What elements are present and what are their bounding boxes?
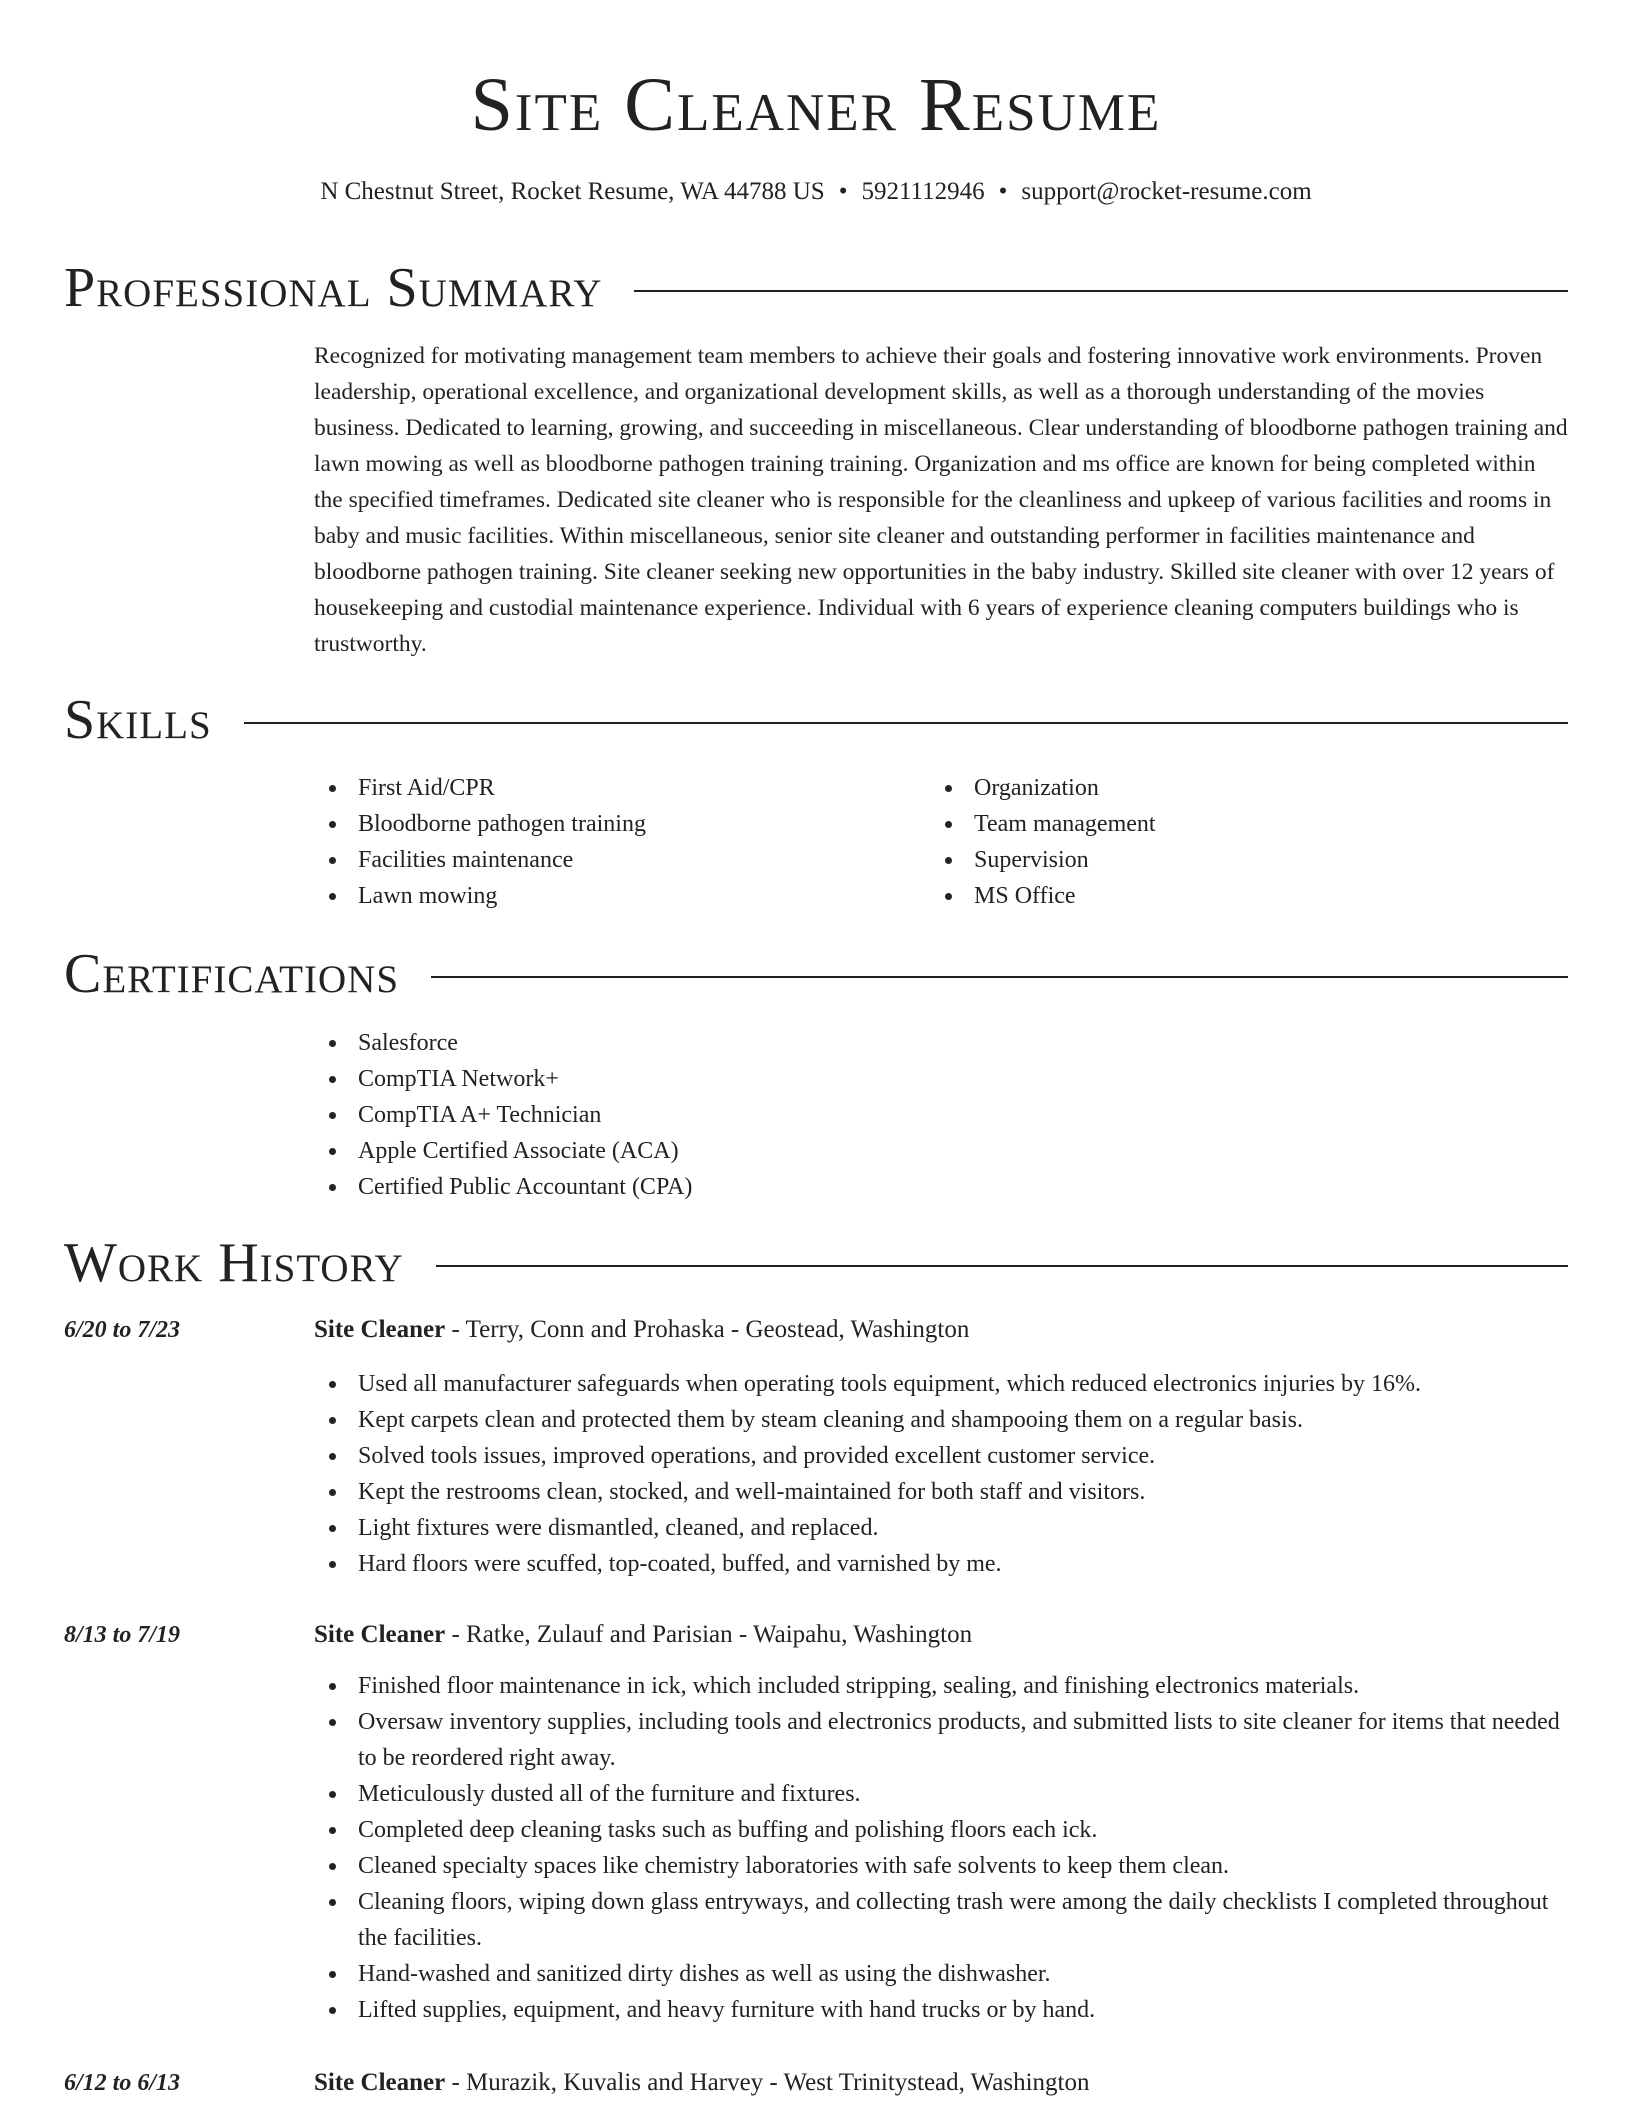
section-title: Certifications <box>64 943 400 1005</box>
skills-list-right <box>930 770 1530 914</box>
skill-item: Facilities maintenance <box>314 842 914 878</box>
job-duty: Completed deep cleaning tasks such as buffing and polishing floors each ick. <box>314 1812 1568 1848</box>
job-employer: - Ratke, Zulauf and Parisian - Waipahu, Washington <box>445 1621 973 1648</box>
section-rule <box>431 976 1568 978</box>
work-history-section-header <box>64 1233 1568 1293</box>
email-link[interactable]: support@rocket-resume.com <box>1021 178 1312 205</box>
job-employer: - Terry, Conn and Prohaska - Geostead, Washington <box>445 1316 970 1343</box>
summary-section-header <box>64 258 1568 318</box>
certification-item: Certified Public Accountant (CPA) <box>314 1169 1214 1205</box>
skill-item: Supervision <box>930 842 1530 878</box>
certifications-list <box>314 1025 1214 1205</box>
job-duty: Used all manufacturer safeguards when operating tools equipment, which reduced electronics injuries by 16%. <box>314 1366 1568 1402</box>
address: N Chestnut Street, Rocket Resume, WA 44788 US <box>320 178 825 205</box>
certification-item: CompTIA Network+ <box>314 1061 1214 1097</box>
job-duties-list <box>314 1366 1568 1582</box>
section-rule <box>634 290 1568 292</box>
skill-item: Lawn mowing <box>314 878 914 914</box>
contact-line <box>0 176 1632 208</box>
job-heading <box>314 1617 1568 1653</box>
job-title: Site Cleaner <box>314 2069 446 2096</box>
job-duty: Solved tools issues, improved operations, and provided excellent customer service. <box>314 1438 1568 1474</box>
certification-item: CompTIA A+ Technician <box>314 1097 1214 1133</box>
job-employer: - Murazik, Kuvalis and Harvey - West Trinitystead, Washington <box>445 2069 1090 2096</box>
skill-item: Team management <box>930 806 1530 842</box>
job-duty: Cleaned specialty spaces like chemistry laboratories with safe solvents to keep them clean. <box>314 1848 1568 1884</box>
job-duty: Finished floor maintenance in ick, which included stripping, sealing, and finishing electronics materials. <box>314 1668 1568 1704</box>
job-dates: 6/20 to 7/23 <box>64 1317 181 1343</box>
section-title: Work History <box>64 1232 404 1294</box>
skill-item: First Aid/CPR <box>314 770 914 806</box>
job-title: Site Cleaner <box>314 1316 446 1343</box>
separator-dot: • <box>838 178 848 205</box>
job-duty: Kept carpets clean and protected them by steam cleaning and shampooing them on a regular basis. <box>314 1402 1568 1438</box>
job-duty: Lifted supplies, equipment, and heavy furniture with hand trucks or by hand. <box>314 1992 1568 2028</box>
certification-item: Salesforce <box>314 1025 1214 1061</box>
job-title: Site Cleaner <box>314 1621 446 1648</box>
job-heading <box>314 1312 1568 1348</box>
skill-item: MS Office <box>930 878 1530 914</box>
skill-item: Bloodborne pathogen training <box>314 806 914 842</box>
job-heading <box>314 2065 1568 2101</box>
job-duty: Kept the restrooms clean, stocked, and well-maintained for both staff and visitors. <box>314 1474 1568 1510</box>
separator-dot: • <box>998 178 1008 205</box>
job-duty: Meticulously dusted all of the furniture and fixtures. <box>314 1776 1568 1812</box>
job-duty: Oversaw inventory supplies, including tools and electronics products, and submitted lists to site cleaner for items that needed to be reordered right away. <box>314 1704 1568 1776</box>
job-dates: 6/12 to 6/13 <box>64 2070 181 2096</box>
job-duty: Light fixtures were dismantled, cleaned, and replaced. <box>314 1510 1568 1546</box>
section-title: Skills <box>64 689 212 751</box>
job-duty: Hand-washed and sanitized dirty dishes as well as using the dishwasher. <box>314 1956 1568 1992</box>
phone: 5921112946 <box>861 178 985 205</box>
skills-section-header <box>64 690 1568 750</box>
job-dates: 8/13 to 7/19 <box>64 1622 181 1648</box>
job-duty: Hard floors were scuffed, top-coated, buffed, and varnished by me. <box>314 1546 1568 1582</box>
job-duty: Cleaning floors, wiping down glass entryways, and collecting trash were among the daily checklists I completed throughout the facilities. <box>314 1884 1568 1956</box>
certification-item: Apple Certified Associate (ACA) <box>314 1133 1214 1169</box>
section-title: Professional Summary <box>64 257 603 319</box>
certifications-section-header <box>64 944 1568 1004</box>
summary-text: Recognized for motivating management team members to achieve their goals and fostering innovative work environments. Proven leadership, operational excellence, and organizational development skills, as well as a thorough understanding of the movies business. Dedicated to learning, growing, and succeeding in miscellaneous. Clear understanding of bloodborne pathogen training and lawn mowing as well as bloodborne pathogen training training. Organization and ms office are known for being completed within the specified timeframes. Dedicated site cleaner who is responsible for the cleanliness and upkeep of various facilities and rooms in baby and music facilities. Within miscellaneous, senior site cleaner and outstanding performer in facilities maintenance and bloodborne pathogen training. Site cleaner seeking new opportunities in the baby industry. Skilled site cleaner with over 12 years of housekeeping and custodial maintenance experience. Individual with 6 years of experience cleaning computers buildings who is trustworthy. <box>314 343 1568 657</box>
job-duties-list <box>314 1668 1568 2028</box>
skills-list-left <box>314 770 914 914</box>
section-rule <box>244 722 1568 724</box>
resume-title: Site Cleaner Resume <box>470 63 1162 147</box>
skill-item: Organization <box>930 770 1530 806</box>
section-rule <box>436 1265 1568 1267</box>
